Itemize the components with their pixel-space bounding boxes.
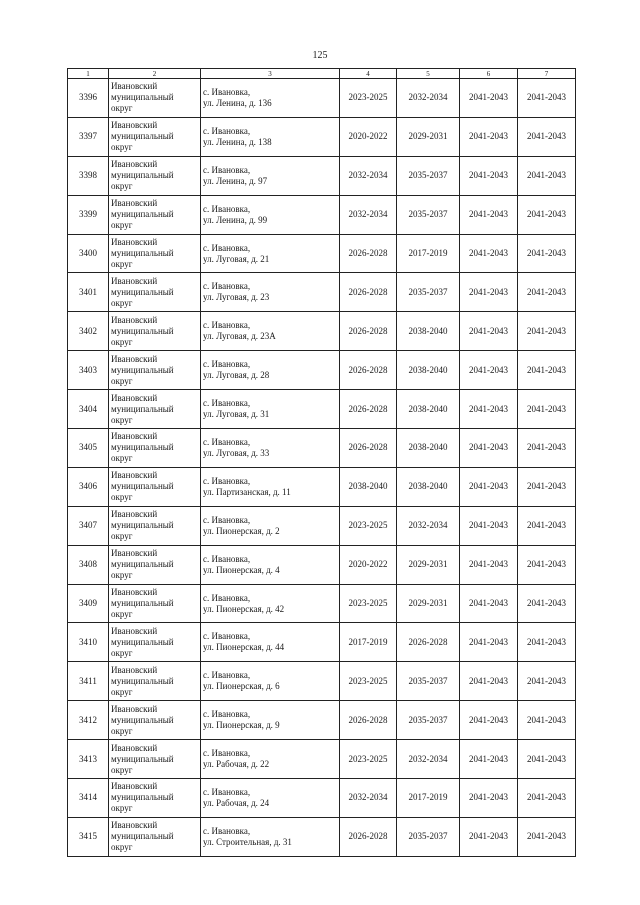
period-col-5: 2035-2037 [397,156,460,195]
address-line: с. Ивановка, [203,475,251,486]
period-col-6: 2041-2043 [460,117,518,156]
table-row [68,584,576,623]
table-row [68,195,576,234]
period-col-7: 2041-2043 [518,234,576,273]
address-cell [201,779,340,818]
district-line: округ [111,842,133,853]
district-line: муниципальный [111,753,174,764]
district-line: Ивановский [111,275,158,286]
table-row [68,467,576,506]
address-line: ул. Луговая, д. 31 [203,409,270,420]
address-cell [201,506,340,545]
row-number: 3415 [68,817,109,856]
address-line: с. Ивановка, [203,514,251,525]
address-line: с. Ивановка, [203,592,251,603]
district-cell [109,584,201,623]
district-line: муниципальный [111,831,174,842]
period-col-4: 2032-2034 [340,195,397,234]
table-row [68,79,576,118]
address-cell [201,584,340,623]
address-line: с. Ивановка, [203,825,251,836]
period-col-4: 2023-2025 [340,506,397,545]
period-col-5: 2035-2037 [397,662,460,701]
table-header [68,69,576,79]
district-line: муниципальный [111,364,174,375]
district-line: округ [111,647,133,658]
row-number: 3401 [68,273,109,312]
row-number: 3405 [68,429,109,468]
table-row [68,429,576,468]
district-line: Ивановский [111,625,158,636]
address-cell [201,817,340,856]
period-col-4: 2026-2028 [340,817,397,856]
district-line: округ [111,531,133,542]
address-line: с. Ивановка, [203,125,251,136]
period-col-6: 2041-2043 [460,234,518,273]
period-col-4: 2023-2025 [340,79,397,118]
district-line: Ивановский [111,159,158,170]
address-line: ул. Пионерская, д. 9 [203,720,280,731]
address-cell [201,156,340,195]
district-line: Ивановский [111,742,158,753]
table-row [68,817,576,856]
period-col-5: 2029-2031 [397,117,460,156]
district-cell [109,429,201,468]
period-col-4: 2026-2028 [340,273,397,312]
address-line: с. Ивановка, [203,631,251,642]
district-line: округ [111,336,133,347]
address-line: с. Ивановка, [203,553,251,564]
address-cell [201,623,340,662]
district-cell [109,273,201,312]
address-line: с. Ивановка, [203,164,251,175]
table-row [68,390,576,429]
period-col-6: 2041-2043 [460,701,518,740]
district-line: муниципальный [111,248,174,258]
address-line: с. Ивановка, [203,242,251,253]
district-line: муниципальный [111,520,174,531]
period-col-4: 2026-2028 [340,701,397,740]
district-line: округ [111,609,133,620]
period-col-6: 2041-2043 [460,662,518,701]
address-line: ул. Ленина, д. 136 [203,97,272,108]
district-cell [109,312,201,351]
district-line: муниципальный [111,636,174,647]
district-line: Ивановский [111,587,158,598]
district-line: Ивановский [111,120,158,131]
period-col-6: 2041-2043 [460,351,518,390]
period-col-7: 2041-2043 [518,662,576,701]
district-cell [109,545,201,584]
district-line: муниципальный [111,286,174,297]
period-col-5: 2032-2034 [397,740,460,779]
row-number: 3408 [68,545,109,584]
period-col-7: 2041-2043 [518,740,576,779]
period-col-6: 2041-2043 [460,817,518,856]
row-number: 3407 [68,506,109,545]
district-cell [109,779,201,818]
district-line: муниципальный [111,131,174,142]
address-line: ул. Луговая, д. 23 [203,292,270,303]
address-line: ул. Пионерская, д. 2 [203,525,280,536]
table-row [68,779,576,818]
table-row [68,740,576,779]
address-line: с. Ивановка, [203,359,251,370]
district-line: округ [111,725,133,736]
period-col-6: 2041-2043 [460,779,518,818]
district-line: округ [111,803,133,814]
period-col-5: 2017-2019 [397,234,460,273]
period-col-4: 2023-2025 [340,584,397,623]
table-row [68,312,576,351]
period-col-6: 2041-2043 [460,545,518,584]
address-line: ул. Луговая, д. 23А [203,331,276,342]
period-col-6: 2041-2043 [460,273,518,312]
period-col-7: 2041-2043 [518,817,576,856]
period-col-7: 2041-2043 [518,467,576,506]
address-cell [201,662,340,701]
column-header-2: 2 [109,69,201,79]
district-cell [109,234,201,273]
district-line: округ [111,103,133,114]
period-col-7: 2041-2043 [518,779,576,818]
district-line: округ [111,492,133,503]
district-cell [109,740,201,779]
period-col-4: 2026-2028 [340,351,397,390]
address-line: ул. Пионерская, д. 42 [203,603,285,614]
row-number: 3403 [68,351,109,390]
period-col-4: 2038-2040 [340,467,397,506]
district-line: округ [111,181,133,192]
address-cell [201,195,340,234]
row-number: 3398 [68,156,109,195]
address-line: с. Ивановка, [203,320,251,331]
period-col-6: 2041-2043 [460,623,518,662]
address-line: ул. Луговая, д. 21 [203,253,270,264]
period-col-7: 2041-2043 [518,429,576,468]
row-number: 3413 [68,740,109,779]
table-row [68,234,576,273]
district-line: Ивановский [111,237,158,247]
period-col-7: 2041-2043 [518,506,576,545]
district-line: муниципальный [111,792,174,803]
period-col-5: 2032-2034 [397,506,460,545]
table-row [68,273,576,312]
period-col-7: 2041-2043 [518,273,576,312]
period-col-4: 2017-2019 [340,623,397,662]
district-line: округ [111,570,133,581]
district-line: муниципальный [111,403,174,414]
district-cell [109,662,201,701]
district-line: округ [111,686,133,697]
address-line: ул. Луговая, д. 33 [203,447,270,458]
address-cell [201,351,340,390]
row-number: 3396 [68,79,109,118]
address-line: ул. Рабочая, д. 24 [203,797,270,808]
district-cell [109,117,201,156]
district-line: округ [111,142,133,153]
period-col-7: 2041-2043 [518,545,576,584]
district-line: округ [111,414,133,425]
district-line: округ [111,259,133,269]
period-col-5: 2035-2037 [397,195,460,234]
period-col-5: 2038-2040 [397,312,460,351]
period-col-7: 2041-2043 [518,312,576,351]
period-col-5: 2029-2031 [397,545,460,584]
column-header-6: 6 [460,69,518,79]
district-line: муниципальный [111,170,174,181]
district-cell [109,390,201,429]
row-number: 3400 [68,234,109,273]
table-row [68,351,576,390]
period-col-6: 2041-2043 [460,506,518,545]
district-cell [109,79,201,118]
address-cell [201,429,340,468]
table-row [68,623,576,662]
district-line: муниципальный [111,325,174,336]
district-line: Ивановский [111,198,158,209]
period-col-6: 2041-2043 [460,79,518,118]
registry-table [67,68,576,857]
address-cell [201,390,340,429]
period-col-4: 2023-2025 [340,662,397,701]
header-row [68,69,576,79]
district-line: Ивановский [111,81,158,92]
address-cell [201,467,340,506]
district-line: Ивановский [111,820,158,831]
period-col-7: 2041-2043 [518,390,576,429]
period-col-6: 2041-2043 [460,156,518,195]
address-line: с. Ивановка, [203,436,251,447]
period-col-4: 2026-2028 [340,390,397,429]
table-row [68,545,576,584]
district-line: округ [111,375,133,386]
district-line: Ивановский [111,392,158,403]
column-header-7: 7 [518,69,576,79]
table-row [68,662,576,701]
address-line: ул. Пионерская, д. 4 [203,564,280,575]
district-cell [109,195,201,234]
table-row [68,701,576,740]
district-line: Ивановский [111,781,158,792]
address-cell [201,701,340,740]
column-header-3: 3 [201,69,340,79]
address-cell [201,117,340,156]
district-line: муниципальный [111,92,174,103]
page-number: 125 [312,50,328,61]
row-number: 3412 [68,701,109,740]
address-line: ул. Пионерская, д. 6 [203,681,280,692]
address-line: ул. Партизанская, д. 11 [203,486,291,497]
period-col-4: 2020-2022 [340,545,397,584]
period-col-6: 2041-2043 [460,584,518,623]
column-header-4: 4 [340,69,397,79]
district-line: муниципальный [111,559,174,570]
period-col-7: 2041-2043 [518,584,576,623]
period-col-7: 2041-2043 [518,79,576,118]
period-col-4: 2026-2028 [340,234,397,273]
district-line: муниципальный [111,598,174,609]
period-col-6: 2041-2043 [460,467,518,506]
district-cell [109,156,201,195]
period-col-5: 2026-2028 [397,623,460,662]
period-col-4: 2023-2025 [340,740,397,779]
district-line: муниципальный [111,481,174,492]
period-col-7: 2041-2043 [518,623,576,662]
row-number: 3402 [68,312,109,351]
row-number: 3397 [68,117,109,156]
period-col-4: 2032-2034 [340,156,397,195]
column-header-5: 5 [397,69,460,79]
period-col-6: 2041-2043 [460,312,518,351]
address-line: ул. Луговая, д. 28 [203,370,270,381]
address-line: ул. Рабочая, д. 22 [203,759,270,770]
address-line: с. Ивановка, [203,786,251,797]
table-body [68,79,576,857]
address-cell [201,273,340,312]
period-col-7: 2041-2043 [518,351,576,390]
address-cell [201,545,340,584]
address-cell [201,740,340,779]
district-line: Ивановский [111,703,158,714]
district-line: округ [111,297,133,308]
address-cell [201,312,340,351]
period-col-6: 2041-2043 [460,390,518,429]
period-col-6: 2041-2043 [460,429,518,468]
district-cell [109,701,201,740]
district-line: округ [111,220,133,231]
address-line: с. Ивановка, [203,86,251,97]
district-line: Ивановский [111,548,158,559]
table-row [68,117,576,156]
address-cell [201,234,340,273]
district-line: муниципальный [111,442,174,453]
period-col-7: 2041-2043 [518,701,576,740]
district-line: муниципальный [111,675,174,686]
address-line: ул. Строительная, д. 31 [203,836,292,847]
period-col-5: 2029-2031 [397,584,460,623]
row-number: 3414 [68,779,109,818]
period-col-4: 2032-2034 [340,779,397,818]
period-col-4: 2026-2028 [340,312,397,351]
address-cell [201,79,340,118]
district-cell [109,817,201,856]
district-line: муниципальный [111,714,174,725]
row-number: 3410 [68,623,109,662]
district-line: Ивановский [111,509,158,520]
period-col-5: 2038-2040 [397,390,460,429]
district-line: Ивановский [111,431,158,442]
address-line: с. Ивановка, [203,748,251,759]
row-number: 3404 [68,390,109,429]
district-cell [109,623,201,662]
address-line: с. Ивановка, [203,398,251,409]
district-line: Ивановский [111,353,158,364]
district-cell [109,506,201,545]
district-line: Ивановский [111,470,158,481]
period-col-5: 2035-2037 [397,273,460,312]
address-line: с. Ивановка, [203,203,251,214]
district-line: муниципальный [111,209,174,220]
period-col-4: 2026-2028 [340,429,397,468]
period-col-6: 2041-2043 [460,195,518,234]
address-line: с. Ивановка, [203,709,251,720]
period-col-7: 2041-2043 [518,117,576,156]
district-line: Ивановский [111,314,158,325]
district-cell [109,351,201,390]
address-line: ул. Ленина, д. 138 [203,136,272,147]
row-number: 3399 [68,195,109,234]
address-line: с. Ивановка, [203,281,251,292]
period-col-5: 2035-2037 [397,817,460,856]
row-number: 3411 [68,662,109,701]
district-line: округ [111,764,133,775]
table-row [68,506,576,545]
period-col-4: 2020-2022 [340,117,397,156]
address-line: ул. Ленина, д. 97 [203,175,268,186]
district-cell [109,467,201,506]
period-col-5: 2035-2037 [397,701,460,740]
period-col-5: 2038-2040 [397,351,460,390]
row-number: 3406 [68,467,109,506]
period-col-7: 2041-2043 [518,156,576,195]
address-line: ул. Ленина, д. 99 [203,214,268,225]
row-number: 3409 [68,584,109,623]
period-col-6: 2041-2043 [460,740,518,779]
period-col-7: 2041-2043 [518,195,576,234]
period-col-5: 2017-2019 [397,779,460,818]
district-line: Ивановский [111,664,158,675]
district-line: округ [111,453,133,464]
period-col-5: 2038-2040 [397,467,460,506]
table-row [68,156,576,195]
address-line: с. Ивановка, [203,670,251,681]
period-col-5: 2038-2040 [397,429,460,468]
address-line: ул. Пионерская, д. 44 [203,642,285,653]
column-header-1: 1 [68,69,109,79]
period-col-5: 2032-2034 [397,79,460,118]
